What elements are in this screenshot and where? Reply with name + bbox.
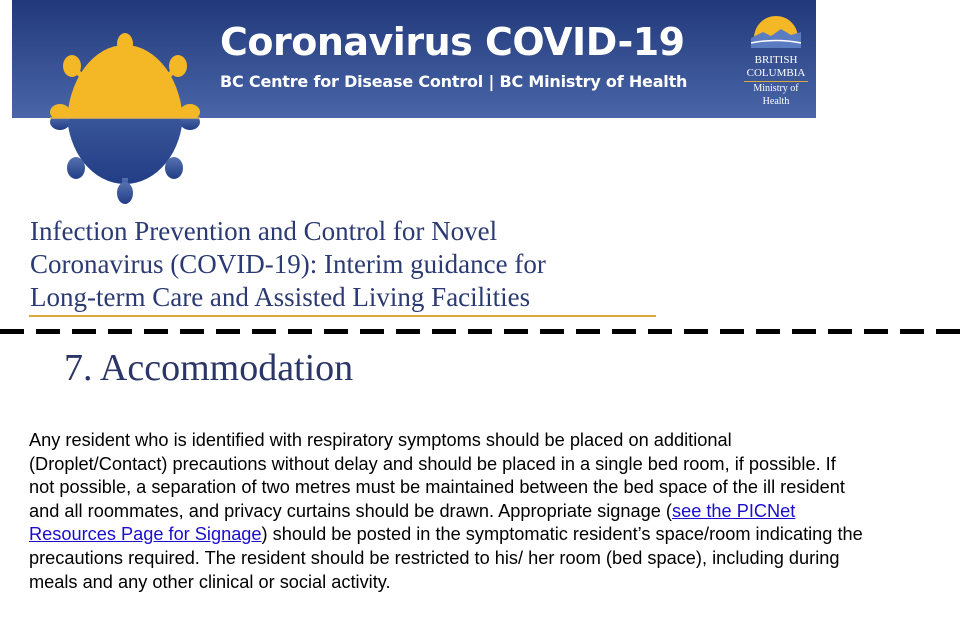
body-line: Any resident who is identified with respiratory symptoms should be placed on additional	[29, 430, 732, 450]
dashed-divider	[0, 329, 969, 334]
picnet-signage-link-cont[interactable]: Resources Page for Signage	[29, 524, 262, 545]
body-line: not possible, a separation of two metres must be maintained between the bed space of the ill resident	[29, 477, 845, 498]
title-underline	[29, 315, 656, 317]
title-line: Infection Prevention and Control for Novel	[30, 216, 498, 246]
title-line: Long-term Care and Assisted Living Facilities	[30, 282, 531, 312]
section-body	[29, 429, 863, 594]
logo-text-health: Health	[762, 96, 790, 107]
section-heading: 7. Accommodation	[64, 347, 354, 389]
sun-mountain-icon	[751, 12, 801, 48]
body-line: (Droplet/Contact) precautions without delay and should be placed in a single bed room, if possible. If	[29, 453, 836, 474]
document-title	[30, 215, 546, 314]
logo-text-ministry: Ministry of	[744, 81, 808, 94]
logo-text-columbia: COLUMBIA	[746, 67, 806, 79]
body-text: and all roommates, and privacy curtains should be drawn. Appropriate signage (	[29, 500, 672, 521]
body-line: precautions required. The resident should be restricted to his/ her room (bed space), including during	[29, 547, 840, 568]
banner-subtitle: BC Centre for Disease Control | BC Ministry of Health	[220, 72, 688, 91]
logo-text-british: BRITISH	[754, 54, 798, 66]
body-text: ) should be posted in the symptomatic resident’s space/room indicating the	[261, 524, 863, 545]
body-line	[29, 500, 863, 524]
bc-government-logo	[732, 12, 820, 107]
body-line	[29, 523, 863, 547]
banner-title: Coronavirus COVID-19	[220, 20, 685, 64]
picnet-signage-link[interactable]: see the PICNet	[671, 500, 796, 521]
virus-icon	[50, 30, 200, 205]
title-line: Coronavirus (COVID-19): Interim guidance for	[30, 249, 546, 279]
body-line: meals and any other clinical or social activity.	[29, 571, 391, 592]
